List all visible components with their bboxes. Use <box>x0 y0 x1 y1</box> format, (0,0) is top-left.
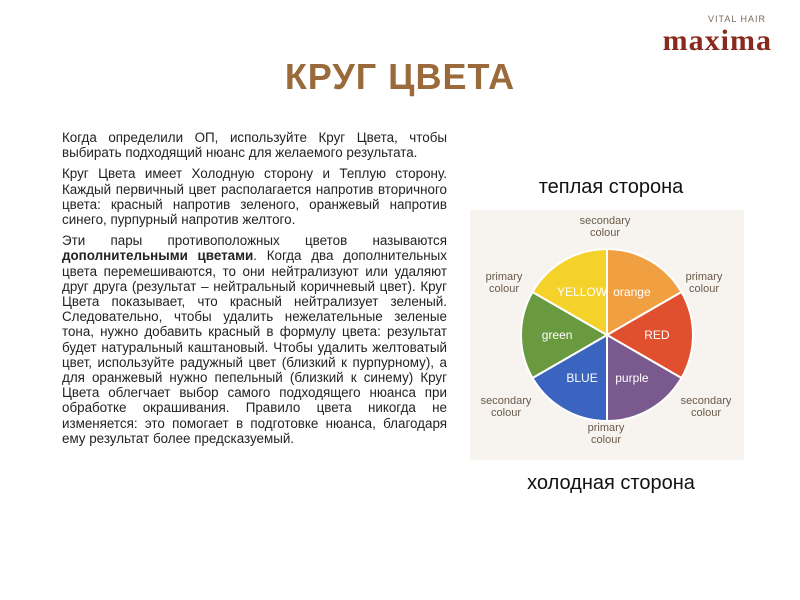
wheel-segment-label-orange: orange <box>613 284 651 299</box>
color-wheel-graphic <box>470 210 744 460</box>
logo-wordmark: maxima <box>662 24 772 57</box>
body-text <box>62 130 447 452</box>
logo-tagline: VITAL HAIR <box>707 14 766 24</box>
paragraph-1: Когда определили ОП, используйте Круг Цвета, чтобы выбирать подходящий нюанс для желаемого результата. <box>62 130 447 161</box>
cold-side-label: холодная сторона <box>527 472 695 494</box>
outer-label-left-upper: primary colour <box>485 271 523 295</box>
paragraph-3-bold-term: дополнительными цветами <box>62 248 254 264</box>
paragraph-3 <box>62 233 447 446</box>
wheel-segment-label-yellow: YELLOW <box>557 284 608 299</box>
outer-label-bottom: primary colour <box>587 422 625 446</box>
paragraph-2: Круг Цвета имеет Холодную сторону и Теплую сторону. Каждый первичный цвет располагается напротив вторичного цвета: красный напротив зеленого, оранжевый напротив синего, пурпурный напротив желтого. <box>62 166 447 228</box>
brand-logo <box>660 14 772 60</box>
outer-label-right-lower: secondary colour <box>680 395 732 419</box>
warm-side-label: теплая сторона <box>538 176 684 198</box>
page-title: КРУГ ЦВЕТА <box>284 56 516 97</box>
paragraph-3-start: Эти пары противоположных цветов называются <box>62 233 447 249</box>
wheel-segment-label-red: RED <box>644 328 670 342</box>
wheel-segment-label-green: green <box>541 328 573 342</box>
outer-label-left-lower: secondary colour <box>480 395 532 419</box>
paragraph-3-rest: . Когда два дополнительных цвета перемешиваются, то они нейтрализуют или удаляют друг друга (результат – нейтральный коричневый цвет). Круг Цвета показывает, что красный нейтрализует зеленый. Следовательно, чтобы удалить нежелательные зеленые тона, нужно добавить красный в формулу цвета: результат будет натуральный каштановый. Чтобы удалить желтоватый цвет, используйте радужный цвет (близкий к пурпурному), а для оранжевый нужно пепельный (близкий к синему) Круг Цвета облегчает выбор самого подходящего нюанса при обработке окрашивания. Правило цвета никогда не изменяется: это помогает в подготовке нюанса, благодаря ему результат более предсказуемый. <box>62 248 447 446</box>
wheel-segment-label-purple: purple <box>615 371 649 386</box>
color-wheel <box>470 210 744 460</box>
wheel-segment-label-blue: BLUE <box>566 371 598 386</box>
outer-label-top: secondary colour <box>579 215 631 239</box>
outer-label-right-upper: primary colour <box>685 271 723 295</box>
